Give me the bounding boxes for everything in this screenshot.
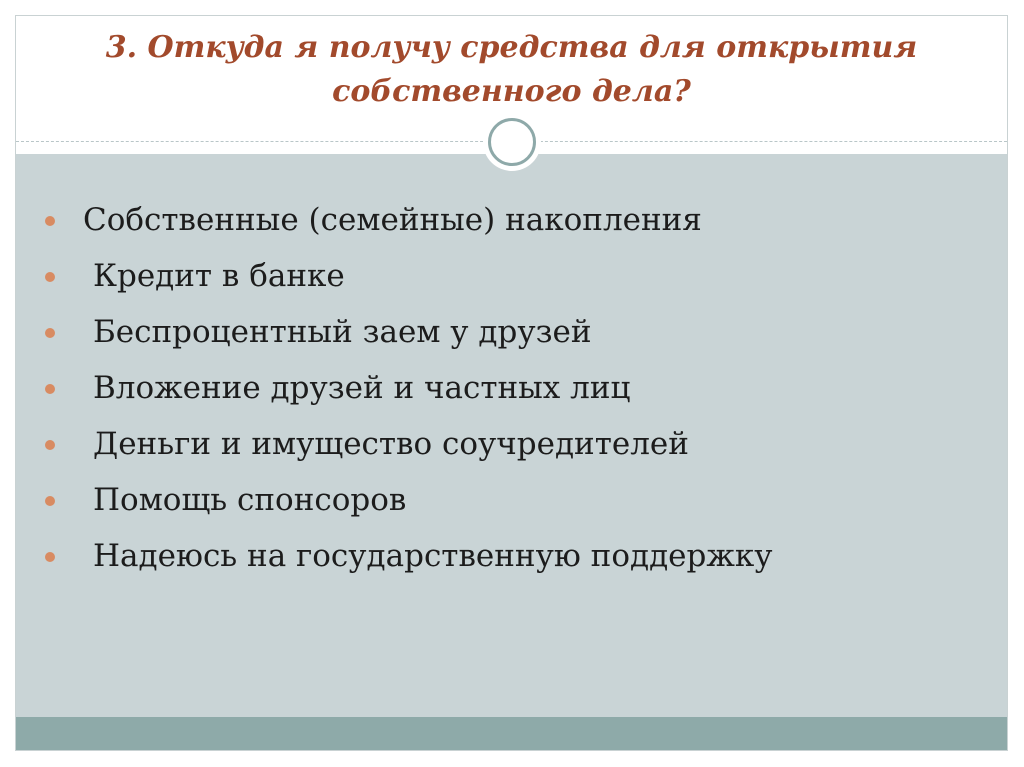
list-item	[42, 416, 773, 472]
bullet-text: Беспроцентный заем у друзей	[93, 314, 592, 350]
circle-ornament-icon	[483, 113, 541, 171]
list-item	[42, 248, 773, 304]
list-item	[42, 304, 773, 360]
bullet-icon	[45, 216, 55, 226]
bullet-list	[42, 192, 773, 584]
bullet-text: Кредит в банке	[93, 258, 345, 294]
ornament-ring	[488, 118, 536, 166]
bullet-text: Вложение друзей и частных лиц	[93, 370, 631, 406]
list-item	[42, 192, 773, 248]
slide-title	[16, 26, 1007, 114]
list-item	[42, 360, 773, 416]
bullet-icon	[45, 496, 55, 506]
bullet-icon	[45, 328, 55, 338]
bullet-text: Помощь спонсоров	[93, 482, 407, 518]
bullet-text: Деньги и имущество соучредителей	[93, 426, 689, 462]
slide-title-line-1: 3. Откуда я получу средства для открытия	[105, 30, 918, 65]
slide-title-line-2: собственного дела?	[332, 74, 691, 109]
bullet-text: Надеюсь на государственную поддержку	[93, 538, 773, 574]
bullet-text: Собственные (семейные) накопления	[83, 202, 702, 238]
list-item	[42, 472, 773, 528]
bottom-band	[16, 717, 1007, 750]
bullet-icon	[45, 272, 55, 282]
bullet-icon	[45, 552, 55, 562]
list-item	[42, 528, 773, 584]
bullet-icon	[45, 384, 55, 394]
bullet-icon	[45, 440, 55, 450]
